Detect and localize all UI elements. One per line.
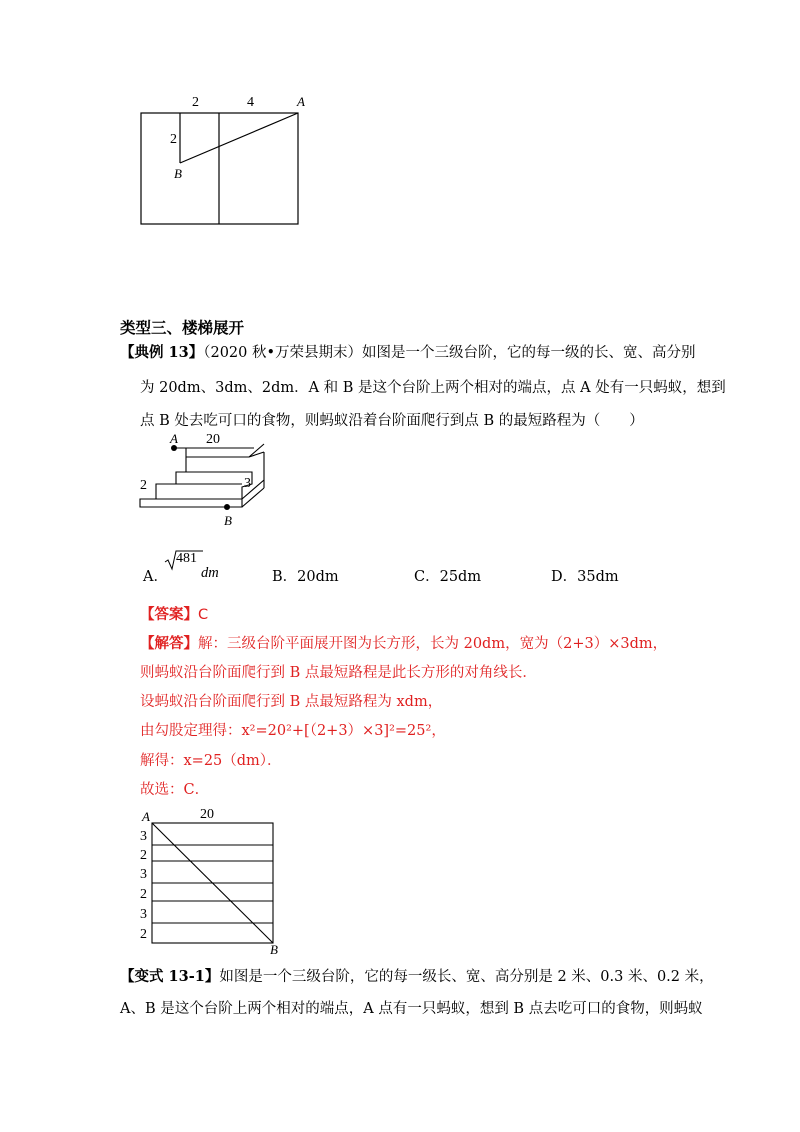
fig2-label-right: 3 (244, 476, 251, 491)
variant-line1 (120, 966, 714, 988)
answer-line (140, 604, 208, 626)
fig3-side-1: 3 (140, 829, 147, 844)
fig2-label-a: A (170, 432, 178, 446)
variant-tag: 【变式 13-1】 (120, 968, 220, 985)
solution-line2: 则蚂蚁沿台阶面爬行到 B 点最短路程是此长方形的对角线长． (140, 665, 537, 681)
example13-text1: 如图是一个三级台阶，它的每一级的长、宽、高分别 (362, 345, 696, 361)
option-a-unit: dm (201, 565, 219, 581)
option-a-label: A． (143, 569, 168, 585)
option-a (143, 551, 219, 586)
option-d: D．35dm (551, 569, 619, 585)
fig2-label-left: 2 (140, 478, 147, 493)
example13-tag: 【典例 13】 (120, 344, 204, 361)
fig3-label-a: A (142, 809, 150, 824)
variant-text1: 如图是一个三级台阶，它的每一级长、宽、高分别是 2 米、0.3 米、0.2 米， (219, 969, 714, 985)
figure-staircase (134, 432, 274, 532)
fig3-side-3: 3 (140, 867, 147, 882)
fig3-side-6: 2 (140, 927, 147, 942)
answer-value: C (198, 607, 209, 623)
option-b: B．20dm (272, 569, 339, 585)
solution-line3: 设蚂蚁沿台阶面爬行到 B 点最短路程为 xdm， (140, 694, 443, 710)
solution-line1 (140, 633, 667, 655)
fig3-side-2: 2 (140, 848, 147, 863)
variant-line2: A、B 是这个台阶上两个相对的端点，A 点有一只蚂蚁，想到 B 点去吃可口的食物，则蚂蚁 (120, 1001, 703, 1017)
solution-line5: 解得：x=25（dm）． (140, 753, 282, 769)
section-title: 类型三、楼梯展开 (120, 319, 245, 337)
fig1-label-side: 2 (170, 132, 177, 147)
fig1-label-top-right: 4 (247, 95, 254, 110)
fig3-label-top: 20 (200, 807, 214, 822)
answer-tag: 【答案】 (140, 606, 198, 623)
option-c: C．25dm (414, 569, 482, 585)
fig2-point-b (224, 504, 230, 510)
fig1-path (180, 113, 298, 163)
fig1-label-top-left: 2 (192, 95, 199, 110)
solution-line6: 故选：C． (140, 782, 210, 798)
figure-unfolded-box (130, 88, 310, 228)
fig1-label-a: A (297, 94, 305, 109)
example13-line3: 点 B 处去吃可口的食物，则蚂蚁沿着台阶面爬行到点 B 的最短路程为（ ） (140, 413, 644, 429)
fig3-side-5: 3 (140, 907, 147, 922)
figure-unfolded-stairs (138, 803, 288, 955)
fig2-label-top: 20 (206, 432, 220, 447)
example13-line1 (120, 342, 696, 364)
fig3-side-4: 2 (140, 887, 147, 902)
example13-source: （2020 秋•万荣县期末） (203, 345, 363, 361)
option-a-radicand: 481 (176, 551, 197, 566)
fig2-label-b: B (224, 513, 232, 528)
solution-tag: 【解答】 (140, 635, 198, 652)
fig1-label-b: B (174, 166, 182, 181)
example13-line2: 为 20dm、3dm、2dm．A 和 B 是这个台阶上两个相对的端点，点 A 处有一只蚂蚁，想到 (140, 380, 726, 396)
solution-text1: 解：三级台阶平面展开图为长方形，长为 20dm，宽为（2+3）×3dm， (198, 636, 668, 652)
fig3-label-b: B (270, 942, 278, 955)
solution-line4: 由勾股定理得：x²=20²+[（2+3）×3]²=25²， (140, 723, 446, 739)
